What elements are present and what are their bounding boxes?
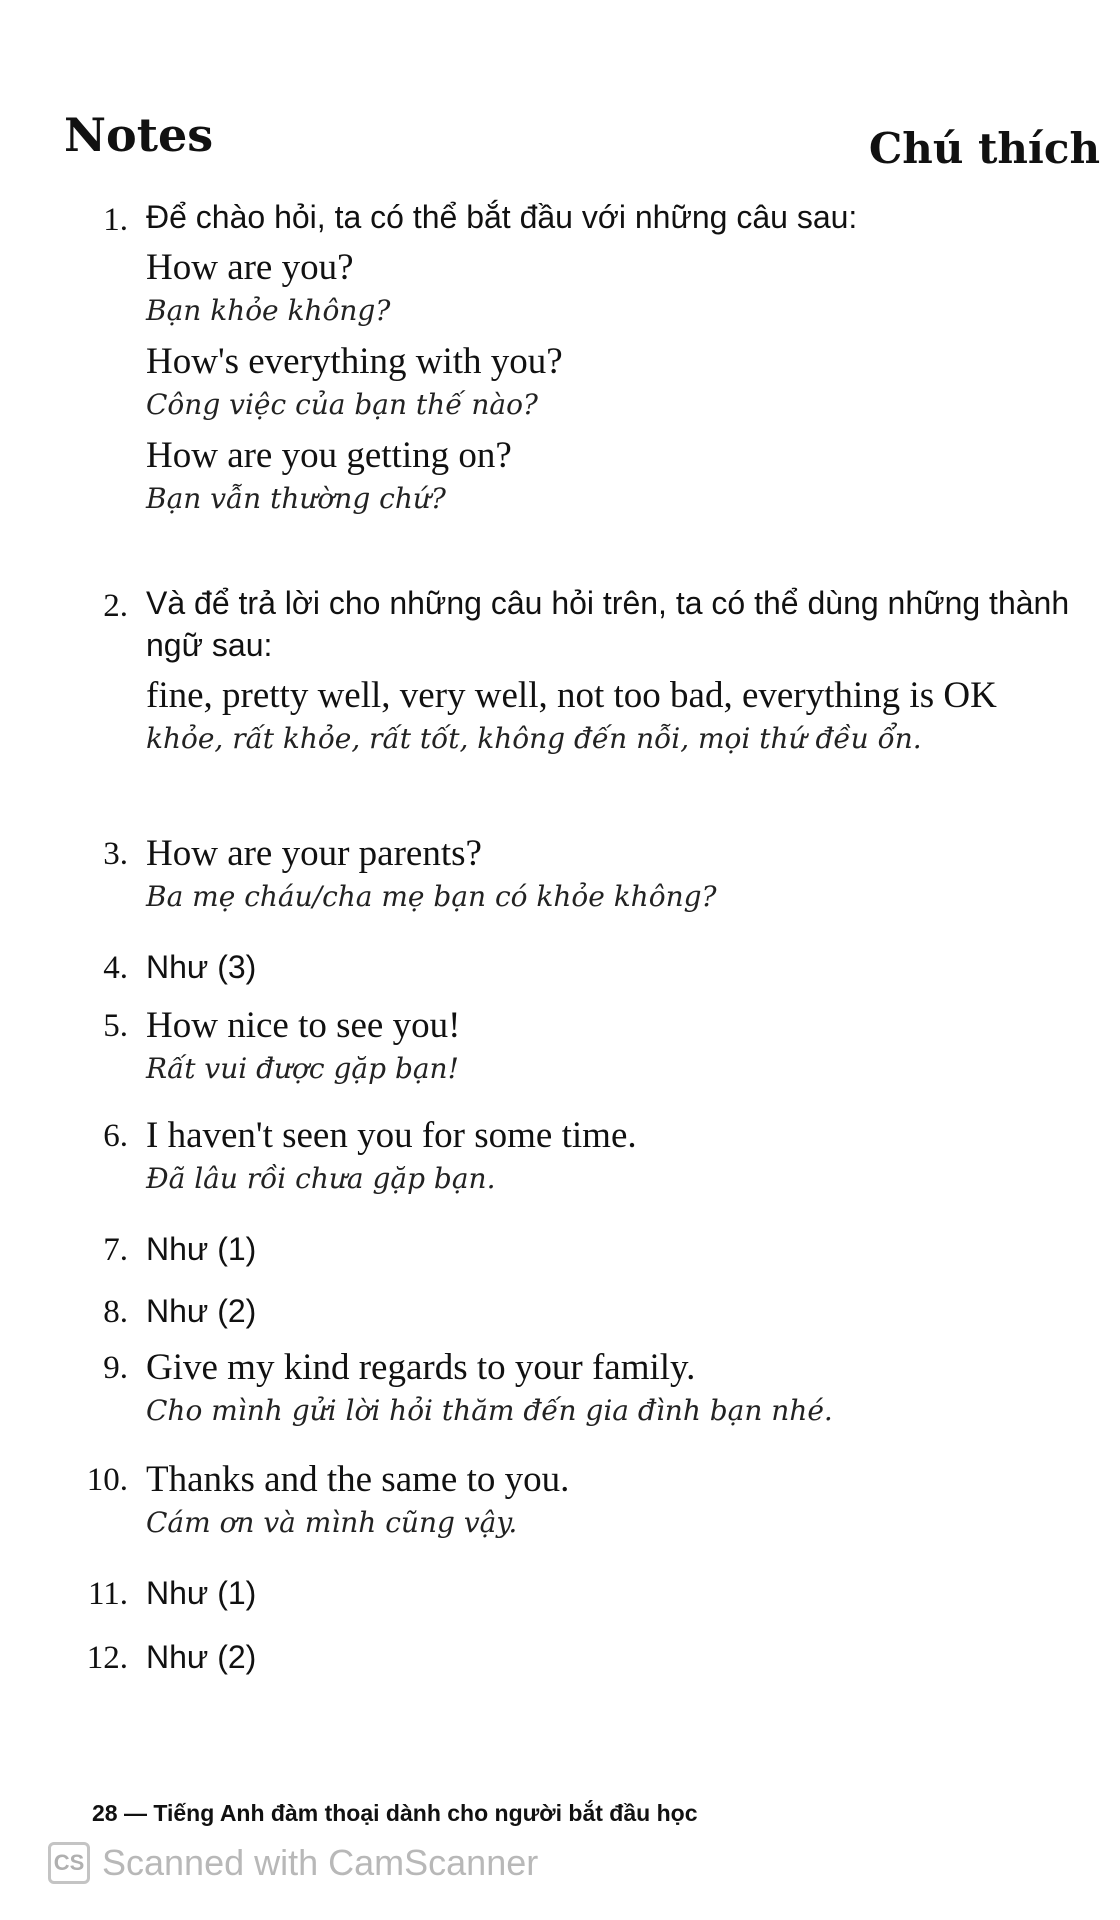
vietnamese-translation: khỏe, rất khỏe, rất tốt, không đến nỗi, mọi thứ đều ổn. (146, 722, 922, 755)
heading-chu-thich: Chú thích (868, 124, 1100, 173)
camscanner-watermark (48, 1838, 538, 1888)
english-phrase: fine, pretty well, very well, not too bad, everything is OK (146, 675, 997, 716)
english-phrase: Give my kind regards to your family. (146, 1347, 696, 1388)
watermark-text: Scanned with CamScanner (102, 1842, 539, 1883)
english-phrase: How are you? (146, 247, 354, 288)
note-number: 9. (103, 1350, 128, 1386)
vietnamese-translation: Bạn vẫn thường chứ? (146, 482, 446, 515)
note-reference: Như (1) (146, 1575, 257, 1611)
note-intro: Và để trả lời cho những câu hỏi trên, ta có thể dùng những thành ngữ sau: (146, 585, 1070, 663)
vietnamese-translation: Rất vui được gặp bạn! (146, 1052, 459, 1085)
note-number: 3. (103, 836, 128, 872)
camscanner-logo-icon: CS (48, 1842, 90, 1884)
vietnamese-translation: Đã lâu rồi chưa gặp bạn. (146, 1162, 496, 1195)
note-number: 8. (103, 1294, 128, 1330)
note-number: 5. (103, 1008, 128, 1044)
vietnamese-translation: Cho mình gửi lời hỏi thăm đến gia đình bạn nhé. (146, 1394, 833, 1427)
heading-notes: Notes (64, 108, 214, 162)
note-number: 11. (87, 1576, 128, 1612)
english-phrase: How nice to see you! (146, 1005, 461, 1046)
note-number: 4. (103, 950, 128, 986)
vietnamese-translation: Công việc của bạn thế nào? (146, 388, 538, 421)
english-phrase: How's everything with you? (146, 341, 563, 382)
note-number: 12. (86, 1640, 128, 1676)
english-phrase: How are your parents? (146, 833, 482, 874)
note-number: 2. (103, 588, 128, 624)
vietnamese-translation: Bạn khỏe không? (146, 294, 391, 327)
english-phrase: I haven't seen you for some time. (146, 1115, 637, 1156)
english-phrase: Thanks and the same to you. (146, 1459, 570, 1500)
note-number: 7. (103, 1232, 128, 1268)
note-reference: Như (2) (146, 1639, 257, 1675)
note-number: 10. (86, 1462, 128, 1498)
note-reference: Như (2) (146, 1293, 257, 1329)
note-number: 6. (103, 1118, 128, 1154)
vietnamese-translation: Ba mẹ cháu/cha mẹ bạn có khỏe không? (146, 880, 717, 913)
note-reference: Như (1) (146, 1231, 257, 1267)
vietnamese-translation: Cám ơn và mình cũng vậy. (146, 1506, 518, 1539)
page-footer: 28 — Tiếng Anh đàm thoại dành cho người bắt đầu học (92, 1800, 698, 1826)
english-phrase: How are you getting on? (146, 435, 512, 476)
note-intro: Để chào hỏi, ta có thể bắt đầu với những câu sau: (146, 199, 858, 235)
note-number: 1. (103, 202, 128, 238)
note-reference: Như (3) (146, 949, 257, 985)
